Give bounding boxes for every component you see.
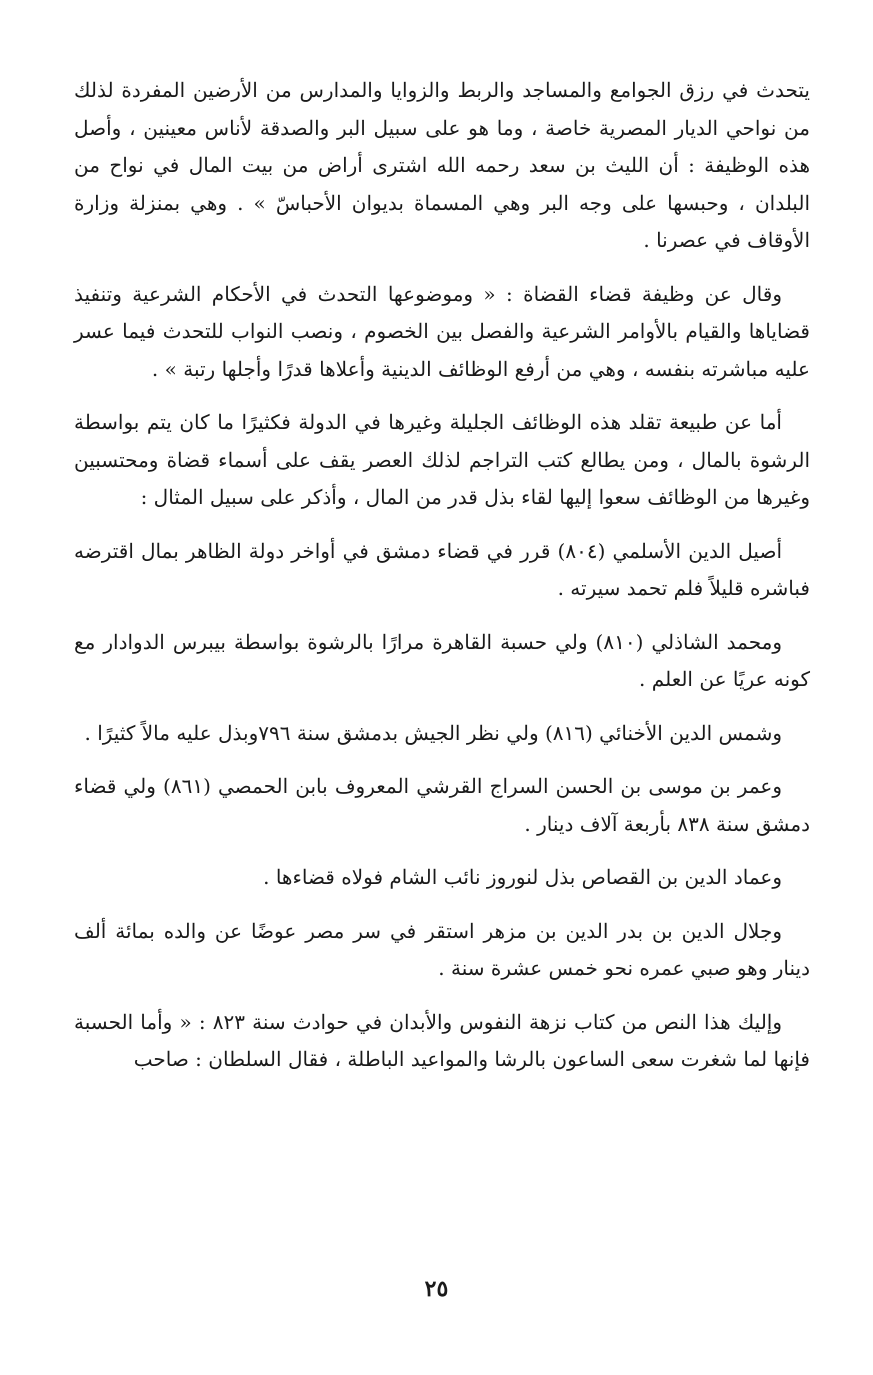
page-body [74,72,810,1095]
paragraph-chief-judge: وقال عن وظيفة قضاء القضاة : « وموضوعها التحدث في الأحكام الشرعية وتنفيذ قضاياها والقيام بالأوامر الشرعية والفصل بين الخصوم ، ونصب النواب للتحدث فيما عسر عليه مباشرته بنفسه ، وهي من أرفع الوظائف الدينية وأعلاها قدرًا وأجلها رتبة » . [74,281,810,381]
paragraph-example-shadhili: ومحمد الشاذلي (٨١٠) ولي حسبة القاهرة مرارًا بالرشوة بواسطة بيبرس الدوادار مع كونه عريًا عن العلم . [74,629,810,691]
paragraph-example-jalal: وجلال الدين بن بدر الدين بن مزهر استقر في سر مصر عوضًا عن والده بمائة ألف دينار وهو صبي عمره نحو خمس عشرة سنة . [74,918,810,980]
paragraph-example-imad: وعماد الدين بن القصاص بذل لنوروز نائب الشام فولاه قضاءها . [263,865,782,889]
page-number: ٢٥ [424,1276,449,1302]
paragraph-example-umar: وعمر بن موسى بن الحسن السراج القرشي المعروف بابن الحمصي (٨٦١) ولي قضاء دمشق سنة ٨٣٨ بأربعة آلاف دينار . [74,774,810,836]
paragraph-example-aseel: أصيل الدين الأسلمي (٨٠٤) قرر في قضاء دمشق في أواخر دولة الظاهر بمال اقترضه فباشره قليلاً فلم تحمد سيرته . [74,538,810,600]
paragraph-nuzhat-quote: وإليك هذا النص من كتاب نزهة النفوس والأبدان في حوادث سنة ٨٢٣ : « وأما الحسبة فإنها لما شغرت سعى الساعون بالرشا والمواعيد الباطلة ، فقال السلطان : صاحب [74,1009,810,1071]
paragraph-endowments: يتحدث في رزق الجوامع والمساجد والربط والزوايا والمدارس من الأرضين المفردة لذلك من نواحي الديار المصرية خاصة ، وما هو على سبيل البر والصدقة لأناس معينين ، وأصل هذه الوظيفة : أن الليث بن سعد رحمه الله اشترى أراض من بيت المال في نواح من البلدان ، وحبسها على وجه البر وهي المسماة بديوان الأحباسّ » . وهي بمنزلة وزارة الأوقاف في عصرنا . [74,78,810,252]
paragraph-bribery-intro: أما عن طبيعة تقلد هذه الوظائف الجليلة وغيرها في الدولة فكثيرًا ما كان يتم بواسطة الرشوة بالمال ، ومن يطالع كتب التراجم لذلك العصر يقف على أسماء قضاة ومحتسبين وغيرها من الوظائف سعوا إليها لقاء بذل قدر من المال ، وأذكر على سبيل المثال : [74,410,810,509]
paragraph-example-akhnai: وشمس الدين الأخنائي (٨١٦) ولي نظر الجيش بدمشق سنة ٧٩٦وبذل عليه مالاً كثيرًا . [84,720,782,745]
